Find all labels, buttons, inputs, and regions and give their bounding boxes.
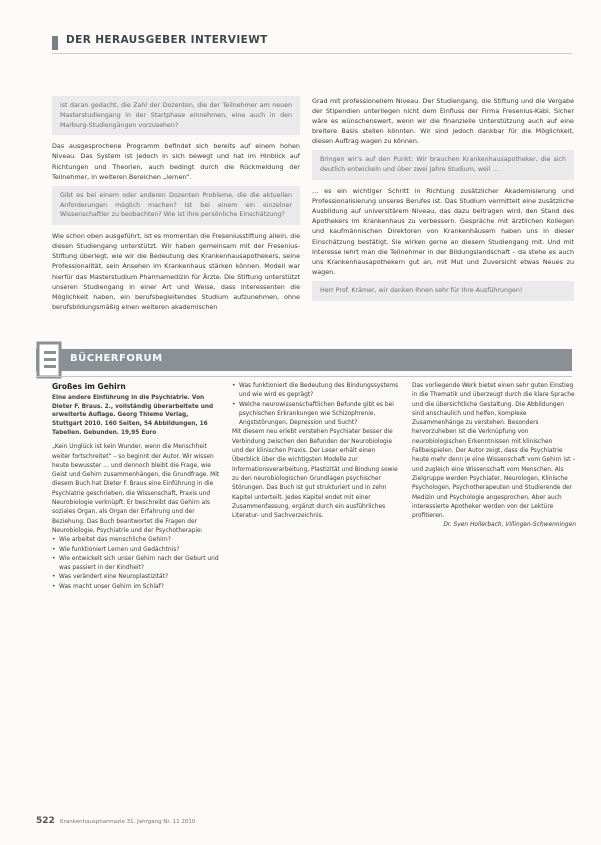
list-item: • Wie arbeitet das menschliche Gehirn? xyxy=(52,536,220,545)
interview-question: ist daran gedacht, die Zahl der Dozenten, die der Teilnehmer am neuen Masterstudiengang in der Startphase einnehmen, eine auch in den Marburg-Studiengängen vorzusehen? xyxy=(52,96,300,135)
review-column-2 xyxy=(232,382,400,521)
interview-answer: Wie schon oben ausgeführt, ist es momentan die Freseniusstiftung allein, die diesen Studiengang unterstützt. Wir haben gemeinsam mit der Fresenius-Stiftung überlegt, wie wir die Bedeutung des Krankenhausapothekers, seine Professionalität, sein Ansehen im Krankenhaus stärken können. Modell war hierfür das Masterstudium Pharmamedizin für Ärzte. Die Stiftung unterstützt unseren Studiengang in einer Art und Weise, dass Interessenten die Möglichkeit haben, ein berufsbegleitendes Studium aufzunehmen, ohne berufsbildungsmäßig einen weiteren akademischen xyxy=(52,232,300,311)
header-accent-bar xyxy=(52,36,58,50)
review-signature: Dr. Sven Hollerbach, Villingen-Schwenningen xyxy=(443,522,576,529)
review-column-1 xyxy=(52,382,220,592)
interview-closing: Herr Prof. Krämer, wir danken Ihnen sehr für Ihre Ausführungen! xyxy=(312,281,574,301)
review-body: Mit diesem neu erlebt verstehen Psychiater besser die Verbindung zwischen den Befunden der Neurobiologie und der klinischen Praxis. Der Leser erhält einen Überblick über die wichtigsten Modelle zur Informationsverarbeitung, Plastizität und Bindung sowie zu den neurobiologischen Grundlagen psychischer Störungen. Das Buch ist gut strukturiert und in zehn Kapitel unterteilt. Jedes Kapitel endet mit einer Zusammenfassung, ergänzt durch ein ausführliches Literatur- und Sachverzeichnis. xyxy=(232,429,398,520)
review-intro: „Kein Unglück ist kein Wunder, wenn die Menschheit weiter fortschreitet“ – so beginnt der Autor. Wir wissen heute bewusster … und dennoch bleibt die Frage, wie Geist und Gehirn zusammenhängen, die Grundfrage. Mit diesem Buch hat Dieter F. Braus eine Einführung in die Psychiatrie geschrieben, die Wissenschaft, Praxis und Neurobiologie verknüpft. Er beschreibt das Gehirn als soziales Organ, als Organ der Erfahrung und der Beziehung. Das Buch beantwortet die Fragen der Neurobiologie, Psychiatrie und der Psychotherapie: xyxy=(52,444,220,534)
review-body: Das vorliegende Werk bietet einen sehr guten Einstieg in die Thematik und überzeugt durch die klare Sprache und die übersichtliche Gestaltung. Die Abbildungen sind anschaulich und helfen, komplexe Zusammenhänge zu verstehen. Besonders hervorzuheben ist die Verknüpfung von neurobiologischen Erkenntnissen mit klinischen Fallbeispielen. Der Autor zeigt, dass die Psychiatrie heute mehr denn je eine Wissenschaft vom Gehirn ist – und zugleich eine Wissenschaft vom Menschen. Als Zielgruppe werden Psychiater, Neurologen, Klinische Psychologen, Psychotherapeuten und Studierende der Medizin und Psychologie angesprochen. Aber auch interessierte Apotheker werden von der Lektüre profitieren. xyxy=(412,383,576,520)
interview-question: Bringen wir's auf den Punkt: Wir brauchen Krankenhausapotheker, die sich deutlich entwickeln und über zwei Jahre Studium, weil … xyxy=(312,150,574,180)
section-rule xyxy=(36,376,572,377)
section-header-title: DER HERAUSGEBER INTERVIEWT xyxy=(66,34,268,46)
interview-answer: Grad mit professionellem Niveau. Der Studiengang, die Stiftung und die Vergabe der Stipendien unterliegen nicht dem Einfluss der Firma Fresenius-Kabi. Sicher wäre es wünschenswert, wenn wir die finanzielle Unterstützung auch auf eine breitere Basis stellen könnten. Wir sind jedoch dankbar für die Möglichkeit, diesen Auftrag wagen zu können. xyxy=(312,97,574,146)
header-rule xyxy=(52,53,572,54)
interview-answer: … es ein wichtiger Schritt in Richtung zusätzlicher Akademisierung und Professionalisierung unseres Berufes ist. Das Studium vermittelt eine zusätzliche Ausbildung auf universitärem Niveau, das dazu beitragen wird, den Stand des Apothekers im Krankenhaus zu verbessern. Gespräche mit ärztlichen Kollegen und kaufmännischen Direktoren von Krankenhäusern haben uns in dieser Einschätzung bestätigt. Sie wirken gerne an diesem Studiengang mit. Und mit Interesse lehrt man die Teilnehmer in der Bildungslandschaft – da stehe es auch uns Krankenhausapothekern gut an, mit Mut und Zuversicht etwas Neues zu wagen. xyxy=(312,187,574,276)
list-item: • Was funktioniert die Bedeutung des Bindungssystems und wie wird es geprägt? xyxy=(232,382,400,401)
book-icon xyxy=(36,341,64,379)
book-title: Großes im Gehirn xyxy=(52,382,126,391)
interview-answer: Das ausgesprochene Programm befindet sich bereits auf einem hohen Niveau. Das System ist jedoch in sich bewegt und hat im Hinblick auf Richtungen und Theorien, auch bedingt durch die Rückmeldung der Teilnehmer, in weiteren Bereichen „lernen“. xyxy=(52,142,300,181)
interview-right-column xyxy=(312,96,574,307)
list-item: • Was verändert eine Neuroplastizität? xyxy=(52,573,220,582)
list-item: • Wie funktioniert Lernen und Gedächtnis? xyxy=(52,546,220,555)
page-number: 522 xyxy=(36,816,55,826)
list-item: • Wie entwickelt sich unser Gehirn nach der Geburt und was passiert in der Kindheit? xyxy=(52,555,220,574)
footer-citation: Krankenhauspharmazie 31. Jahrgang Nr. 11 2010 xyxy=(60,819,196,825)
question-list xyxy=(232,382,400,428)
book-meta: Eine andere Einführung in die Psychiatrie. Von Dieter F. Braus. 2., vollständig überarbeitete und erweiterte Auflage. Georg Thieme Verlag, Stuttgart 2010. 160 Seiten, 54 Abbildungen, 16 Tabellen. Gebunden. 19,95 Euro xyxy=(52,395,214,436)
interview-question: Gibt es bei einem oder anderen Dozenten Probleme, die die aktuellen Anforderungen möglich machen? Ist bei einem ein einzelner Wissenschaftler zu beobachten? Wie ist ihre persönliche Einschätzung? xyxy=(52,186,300,225)
list-item: • Was macht unser Gehirn im Schlaf? xyxy=(52,583,220,592)
list-item: • Welche neurowissenschaftlichen Befunde gibt es bei psychischen Erkrankungen wie Schizophrenie, Angststörungen, Depression und Sucht? xyxy=(232,401,400,429)
review-column-3 xyxy=(412,382,576,531)
interview-left-column xyxy=(52,96,300,316)
section-title: BÜCHERFORUM xyxy=(70,353,163,364)
question-list xyxy=(52,536,220,592)
